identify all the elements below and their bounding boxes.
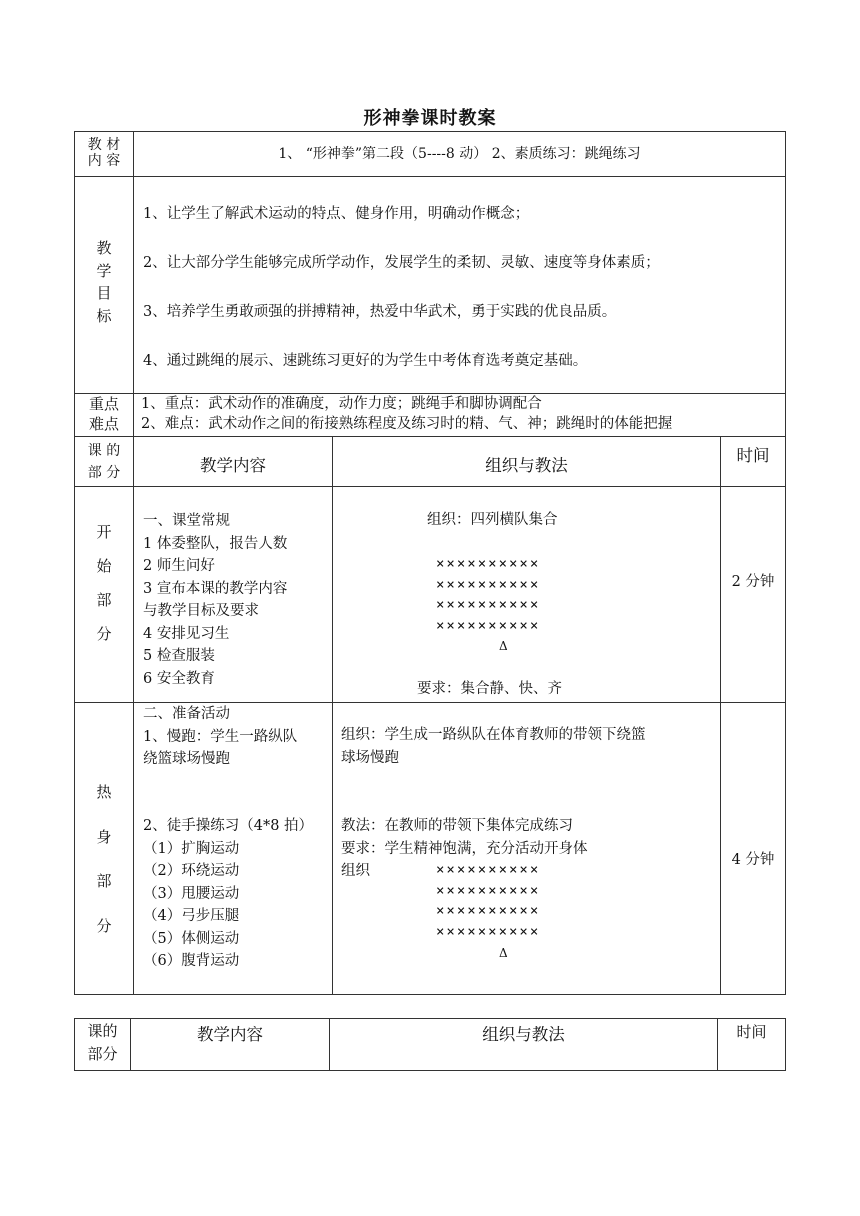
section-start-char: 分 [96, 625, 112, 643]
section-start-label [75, 515, 133, 651]
teacher-mark: Δ [499, 639, 508, 653]
header-part-line1: 课 的 [87, 443, 121, 459]
header-method: 组织与教法 [485, 456, 568, 475]
section-start-char: 部 [96, 591, 112, 609]
section-warmup-char: 部 [96, 872, 112, 890]
header-part-line2: 部 分 [87, 465, 121, 481]
table2-part-line1: 课的 [87, 1022, 118, 1040]
material-label [75, 137, 133, 169]
difficulty-line: 2、难点：武术动作之间的衔接熟练程度及练习时的精、气、神；跳绳时的体能把握 [141, 416, 673, 432]
content-line: （2）环绕运动 [143, 863, 240, 879]
objectives-label [75, 237, 133, 327]
warmup-org-label: 组织 [341, 863, 370, 879]
start-requirement: 要求：集合静、快、齐 [417, 681, 562, 697]
section-warmup-char: 热 [96, 783, 112, 801]
section-warmup-char: 分 [96, 916, 112, 935]
header-content: 教学内容 [200, 456, 266, 475]
content-line: （4）弓步压腿 [143, 908, 240, 924]
header-time: 时间 [736, 446, 770, 465]
content-line: （6）腹背运动 [143, 953, 240, 969]
key-points-label-line1: 重点 [88, 395, 119, 413]
content-line: 1、慢跑：学生一路纵队 [143, 728, 298, 745]
org-line: 球场慢跑 [341, 749, 399, 766]
objectives-label-char: 标 [96, 306, 112, 325]
formation-row: ×××××××××× [436, 903, 541, 919]
objective-item: 1、让学生了解武术运动的特点、健身作用，明确动作概念； [143, 206, 530, 222]
material-label-line1: 教 材 [87, 137, 121, 153]
objective-item: 3、培养学生勇敢顽强的拼搏精神，热爱中华武术，勇于实践的优良品质。 [143, 304, 617, 320]
content-line: 1 体委整队，报告人数 [143, 535, 288, 552]
section-start-content [143, 510, 287, 690]
org-line: 教法：在教师的带领下集体完成练习 [341, 818, 573, 834]
material-label-line2: 内 容 [87, 153, 121, 169]
start-time: 2 分钟 [731, 574, 775, 590]
teacher-mark: Δ [499, 946, 508, 960]
content-line: 一、课堂常规 [143, 513, 230, 529]
content-line: 6 安全教育 [143, 670, 215, 687]
warmup-formation [436, 860, 540, 942]
start-formation [436, 554, 540, 636]
formation-row: ×××××××××× [436, 923, 541, 940]
content-line: 二、准备活动 [143, 706, 230, 722]
table2-header-time: 时间 [736, 1023, 767, 1041]
header-part [75, 440, 133, 484]
section-warmup-char: 身 [96, 827, 112, 846]
content-line: 3 宣布本课的教学内容 [143, 580, 288, 597]
content-line: （5）体侧运动 [143, 930, 240, 947]
table2-header-method: 组织与教法 [482, 1025, 565, 1044]
content-line: 2、徒手操练习（4*8 拍） [143, 818, 314, 834]
content-line: 与教学目标及要求 [143, 603, 259, 619]
content-line: （3）甩腰运动 [143, 885, 240, 902]
page-title: 形神拳课时教案 [363, 108, 497, 129]
table2-header-part [75, 1020, 130, 1066]
key-points-label [75, 394, 133, 434]
org-line: 组织：学生成一路纵队在体育教师的带领下绕篮 [341, 727, 646, 743]
warmup-org-b [341, 815, 588, 860]
warmup-content-a [143, 703, 297, 771]
key-point-line: 1、重点：武术动作的准确度，动作力度；跳绳手和脚协调配合 [141, 396, 542, 412]
table2-part-line2: 部分 [87, 1045, 118, 1063]
table2-header-content: 教学内容 [197, 1025, 263, 1044]
section-warmup-label [75, 770, 133, 948]
objectives-label-char: 学 [96, 261, 112, 280]
formation-row: ×××××××××× [436, 617, 541, 634]
warmup-org-a [341, 724, 646, 769]
content-line: 5 检查服装 [143, 648, 215, 664]
formation-row: ×××××××××× [436, 862, 541, 878]
material-content: 1、 “形神拳”第二段（5----8 动） 2、素质练习：跳绳练习 [278, 146, 641, 162]
warmup-content-b [143, 815, 313, 973]
objectives-label-char: 目 [96, 284, 112, 302]
formation-row: ×××××××××× [436, 576, 541, 593]
key-points-label-line2: 难点 [88, 415, 119, 433]
objective-item: 4、通过跳绳的展示、速跳练习更好的为学生中考体育选考奠定基础。 [143, 353, 588, 369]
formation-row: ×××××××××× [436, 597, 541, 613]
content-line: 绕篮球场慢跑 [143, 751, 230, 767]
formation-row: ×××××××××× [436, 882, 541, 899]
objective-item: 2、让大部分学生能够完成所学动作，发展学生的柔韧、灵敏、速度等身体素质； [143, 255, 660, 271]
section-start-char: 开 [96, 523, 112, 541]
content-line: 2 师生问好 [143, 558, 215, 574]
warmup-time: 4 分钟 [731, 852, 775, 868]
start-org-label: 组织：四列横队集合 [427, 512, 558, 528]
section-start-char: 始 [96, 557, 112, 575]
content-line: （1）扩胸运动 [143, 840, 240, 857]
content-line: 4 安排见习生 [143, 625, 230, 642]
org-line: 要求：学生精神饱满，充分活动开身体 [341, 840, 588, 857]
objectives-label-char: 教 [96, 239, 112, 257]
formation-row: ×××××××××× [436, 556, 541, 572]
